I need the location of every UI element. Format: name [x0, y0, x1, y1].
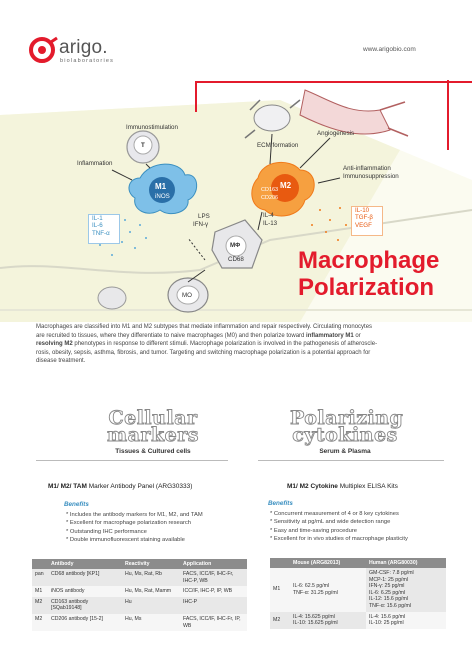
col-header-human: Human (ARG80030): [366, 558, 446, 568]
table-cell: M2: [270, 612, 290, 629]
right-subheading: Serum & Plasma: [319, 448, 371, 455]
left-benefits-title: Benefits: [64, 501, 89, 508]
table-cell: IHC-P: [180, 597, 247, 614]
label-angiogenesis: Angiogenesis: [317, 130, 355, 137]
intro-line-2a: are recruited to tissues, where they differentiate to naive macrophages (M0) and then polarize toward: [36, 332, 307, 339]
left-heading: [98, 407, 208, 446]
table-row: [32, 597, 247, 614]
label-immunosuppression: Immunosuppression: [343, 173, 399, 180]
table-cell: CD68 antibody [KP1]: [48, 569, 122, 586]
m1-cytokine-3: TNF-α: [92, 229, 110, 237]
brand-tagline: biolaboratories: [60, 58, 115, 64]
left-heading-1: Cellular: [108, 407, 198, 429]
intro-line-2c: or: [353, 332, 361, 339]
right-heading-2: cytokines: [292, 424, 398, 446]
left-product-rest: Marker Antibody Panel (ARG30333): [86, 483, 193, 490]
left-heading-2: markers: [107, 424, 199, 446]
label-inos: iNOS: [155, 193, 170, 200]
left-divider: [36, 460, 228, 461]
m2-cytokine-box: [351, 206, 383, 236]
table-cell: ICC/IF, IHC-P, IP, WB: [180, 586, 247, 597]
intro-line-3: [36, 340, 446, 349]
table-cell: CD206 antibody [15-2]: [48, 614, 122, 631]
table-cell: Hu, Ms: [122, 614, 180, 631]
table-cell: Hu: [122, 597, 180, 614]
table-row: [32, 614, 247, 631]
right-product-name: M1/ M2 Cytokine: [287, 483, 338, 490]
label-anti-inflammation: Anti-inflammation: [343, 165, 391, 172]
table-cell: M2: [32, 597, 48, 614]
intro-line-2b: inflammatory M1: [306, 332, 354, 339]
label-ecm: ECM formation: [257, 142, 299, 149]
table-cell: FACS, ICC/IF, IHC-Fr, IHC-P, WB: [180, 569, 247, 586]
right-benefit-3: * Easy and time-saving procedure: [270, 527, 357, 534]
intro-line-5: disease treatment.: [36, 358, 86, 365]
brand-name: arigo.: [59, 37, 108, 58]
m2-cytokine-2: TGF-β: [355, 214, 373, 222]
col-header-antibody: Antibody: [48, 559, 122, 569]
label-cd163: CD163: [261, 187, 279, 193]
table-cell: iNOS antibody: [48, 586, 122, 597]
table-cell: FACS, ICC/IF, IHC-Fr, IP, WB: [180, 614, 247, 631]
label-immunostimulation: Immunostimulation: [126, 124, 178, 131]
table-header-row: [270, 558, 446, 568]
table-cell: IL-4: 15.6 pg/ml IL-10: 25 pg/ml: [366, 612, 446, 629]
right-benefits-title: Benefits: [268, 500, 293, 507]
intro-line-4: rosis, obesity, sepsis, asthma, fibrosis, and tumor. Targeting and switching macrophage polarization is a potential approach for: [36, 349, 371, 356]
page-title: [298, 247, 439, 301]
left-product-title: [48, 483, 192, 490]
table-row: [270, 612, 446, 629]
table-cell: Hu, Ms, Rat, Rb: [122, 569, 180, 586]
label-m2: M2: [280, 181, 292, 190]
label-il13: IL-13: [263, 220, 278, 227]
right-cytokine-table: [270, 558, 446, 629]
left-benefit-1: * Includes the antibody markers for M1, M2, and TAM: [66, 512, 203, 518]
left-subheading: Tissues & Cultured cells: [115, 448, 191, 455]
table-header-row: [32, 559, 247, 569]
table-row: [270, 568, 446, 612]
table-cell: pan: [32, 569, 48, 586]
right-benefit-4: * Excellent for in vivo studies of macrophage plasticity: [270, 536, 408, 543]
label-cd206: CD206: [261, 195, 279, 201]
label-m0: MΦ: [230, 242, 241, 249]
table-cell: M2: [32, 614, 48, 631]
title-line-2: Polarization: [298, 274, 435, 301]
label-t-cell: T: [141, 142, 145, 149]
left-benefits-list: [66, 511, 203, 545]
col-header-mouse: Mouse (ARG82013): [290, 558, 366, 568]
left-antibody-table: [32, 559, 247, 631]
col-header-application: Application: [180, 559, 247, 569]
intro-paragraph: [36, 323, 446, 366]
label-monocyte: MO: [182, 292, 192, 299]
table-row: [32, 569, 247, 586]
right-benefit-1: * Concurrent measurement of 4 or 8 key cytokines: [270, 511, 399, 517]
table-cell: GM-CSF: 7.8 pg/ml MCP-1: 25 pg/ml IFN-γ: 25 pg/ml IL-6: 6.25 pg/ml IL-12: 15.6 pg/ml TNF-α: 15.6 pg/ml: [366, 568, 446, 612]
label-il4: IL-4: [263, 212, 274, 219]
right-benefits-list: [270, 510, 408, 544]
left-benefit-4: * Double immunofluorescent staining available: [66, 537, 185, 544]
right-heading-1: Polarizing: [290, 407, 404, 429]
table-cell: Hu, Ms, Rat, Mamm: [122, 586, 180, 597]
left-product-name: M1/ M2/ TAM: [48, 483, 87, 490]
table-cell: M1: [270, 568, 290, 612]
label-lps: LPS: [198, 213, 210, 220]
right-benefit-2: * Sensitivity at pg/mL and wide detection range: [270, 519, 391, 526]
table-cell: M1: [32, 586, 48, 597]
website-link[interactable]: www.arigobio.com: [363, 46, 416, 53]
col-header-type: [270, 558, 290, 568]
title-line-1: Macrophage: [298, 247, 440, 274]
left-benefit-3: * Outstanding IHC performance: [66, 528, 147, 535]
label-inflammation: Inflammation: [77, 160, 113, 167]
m1-cytokine-2: IL-6: [92, 222, 103, 230]
label-m1: M1: [155, 182, 167, 191]
intro-line-3a: resolving M2: [36, 341, 73, 348]
right-divider: [258, 460, 444, 461]
m1-cytokine-box: [88, 214, 120, 244]
intro-line-3b: phenotypes in response to different stimuli. Macrophage polarization is involved in the pathogenesis of atheroscle-: [72, 341, 378, 348]
table-cell: IL-4: 15.625 pg/ml IL-10: 15.625 pg/ml: [290, 612, 366, 629]
m2-cytokine-3: VEGF: [355, 221, 372, 229]
m2-cytokine-1: IL-10: [355, 207, 370, 214]
table-cell: CD163 antibody [SQab19148]: [48, 597, 122, 614]
table-row: [32, 586, 247, 597]
label-cd68: CD68: [228, 256, 244, 263]
right-heading: [290, 407, 404, 446]
intro-line-2: [36, 332, 446, 341]
right-product-title: [287, 483, 398, 490]
right-product-rest: Multiplex ELISA Kits: [337, 483, 398, 490]
left-benefit-2: * Excellent for macrophage polarization research: [66, 520, 192, 527]
col-header-reactivity: Reactivity: [122, 559, 180, 569]
label-ifn: IFN-γ: [193, 221, 209, 228]
m1-cytokine-1: IL-1: [92, 215, 103, 222]
intro-line-1: Macrophages are classified into M1 and M2 subtypes that mediate inflammation and repair respectively. Circulating monocytes: [36, 324, 373, 330]
col-header-type: [32, 559, 48, 569]
table-cell: IL-6: 62.5 pg/ml TNF-α: 31.25 pg/ml: [290, 568, 366, 612]
